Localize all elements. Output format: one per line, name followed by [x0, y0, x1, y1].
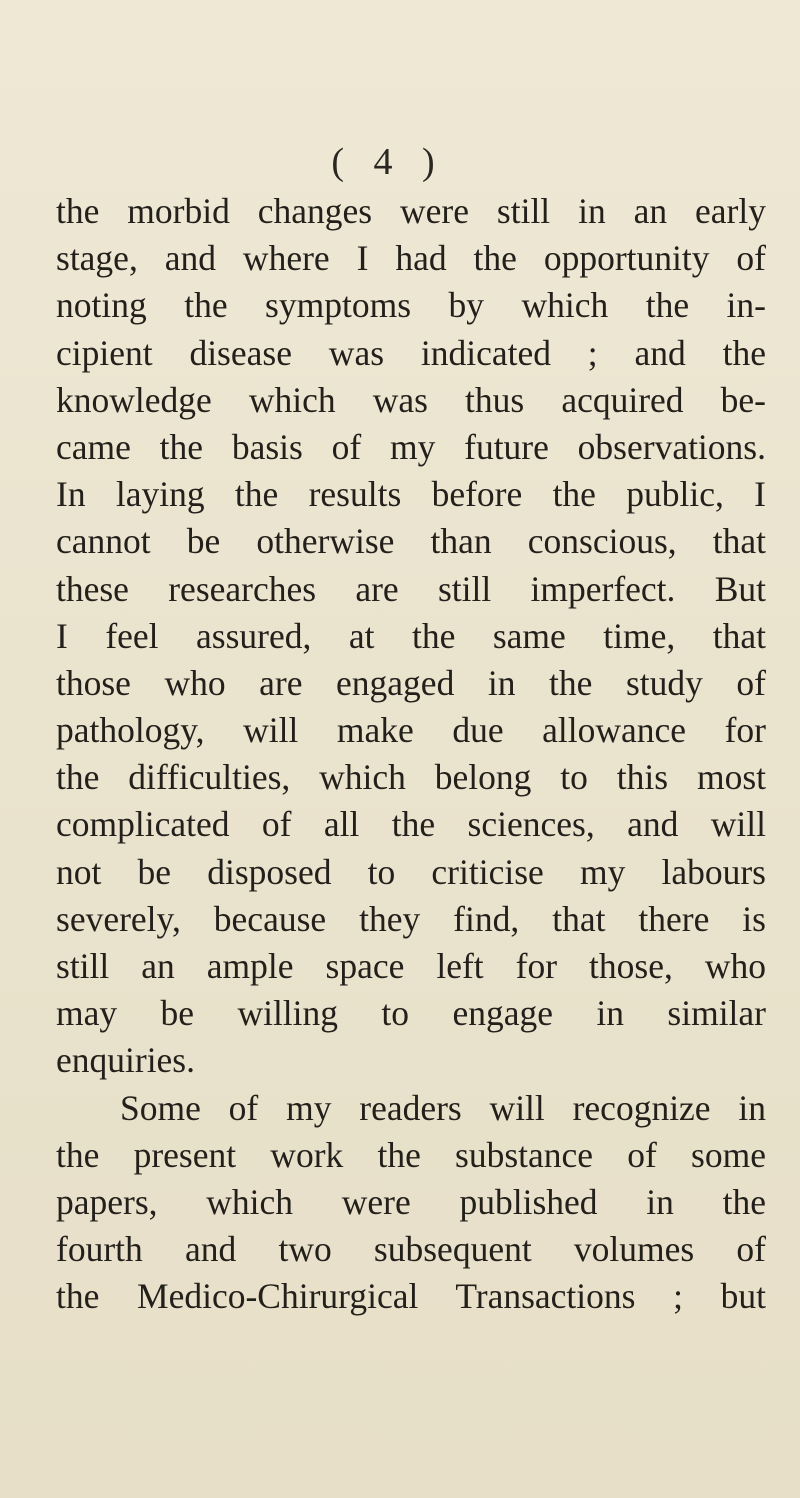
body-text — [56, 188, 766, 1321]
text-line: enquiries. — [56, 1040, 196, 1081]
text-line: cannot be otherwise than conscious, that — [56, 521, 766, 562]
text-line: the difficulties, which belong to this most — [56, 757, 766, 798]
text-line: the morbid changes were still in an early — [56, 191, 766, 231]
text-line: Some of my readers will recognize in — [120, 1087, 766, 1128]
page-number: ( 4 ) — [331, 141, 445, 183]
text-line: the present work the substance of some — [56, 1134, 766, 1175]
text-line: fourth and two subsequent volumes of — [56, 1229, 766, 1270]
text-line: these researches are still imperfect. But — [56, 568, 766, 609]
text-line: papers, which were published in the — [56, 1181, 766, 1222]
text-line: may be willing to engage in similar — [56, 993, 766, 1034]
text-line: the Medico-Chirurgical Transactions ; but — [56, 1276, 766, 1317]
text-line: pathology, will make due allowance for — [56, 710, 766, 751]
text-line: In laying the results before the public, I — [56, 474, 766, 515]
text-line: stage, and where I had the opportunity of — [56, 238, 766, 279]
text-line: still an ample space left for those, who — [56, 946, 766, 986]
text-line: noting the symptoms by which the in- — [56, 285, 766, 326]
text-line: not be disposed to criticise my labours — [56, 851, 766, 892]
text-line: knowledge which was thus acquired be- — [56, 379, 766, 420]
text-line: I feel assured, at the same time, that — [56, 615, 766, 656]
text-line: came the basis of my future observations. — [56, 426, 766, 467]
text-line: those who are engaged in the study of — [56, 662, 766, 703]
text-line: severely, because they find, that there is — [56, 898, 766, 939]
text-line: cipient disease was indicated ; and the — [56, 332, 766, 373]
text-line: complicated of all the sciences, and will — [56, 804, 766, 845]
